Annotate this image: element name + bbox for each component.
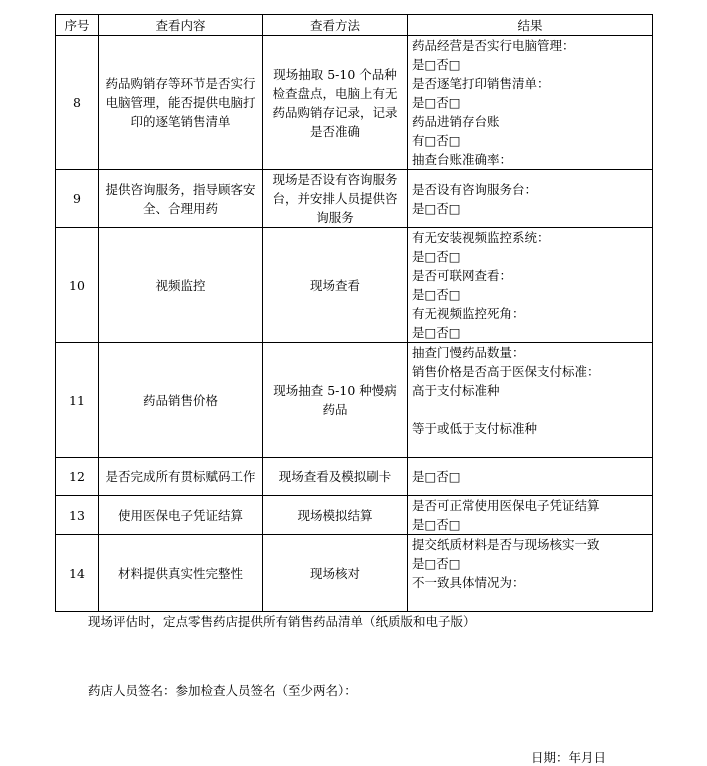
result-line: 是□否□ [412, 469, 461, 484]
check-content: 使用医保电子凭证结算 [99, 496, 263, 535]
check-method: 现场查看及模拟刷卡 [263, 458, 408, 496]
result-line: 提交纸质材料是否与现场核实一致 [412, 537, 600, 552]
result-line [412, 592, 648, 611]
check-content: 材料提供真实性完整性 [99, 535, 263, 612]
check-result [408, 170, 653, 228]
result-line: 是□否□ [412, 57, 461, 72]
row-number: 10 [56, 228, 99, 343]
result-line: 是□否□ [412, 556, 461, 571]
check-content: 是否完成所有贯标赋码工作 [99, 458, 263, 496]
header-no: 序号 [56, 15, 99, 36]
inspection-table [55, 14, 653, 612]
result-line: 是否可正常使用医保电子凭证结算 [412, 498, 600, 513]
result-line: 高于支付标准种 [412, 383, 500, 398]
check-result [408, 458, 653, 496]
table-header [56, 15, 653, 36]
table-row [56, 170, 653, 228]
result-line: 抽查门慢药品数量： [412, 345, 525, 360]
check-method: 现场是否设有咨询服务台，并安排人员提供咨询服务 [263, 170, 408, 228]
check-method: 现场抽取 5-10 个品种检查盘点，电脑上有无药品购销存记录，记录是否准确 [263, 36, 408, 170]
table-row [56, 535, 653, 612]
check-result [408, 36, 653, 170]
check-method: 现场核对 [263, 535, 408, 612]
check-content: 药品销售价格 [99, 343, 263, 458]
table-row [56, 343, 653, 458]
table-row [56, 458, 653, 496]
check-content: 提供咨询服务，指导顾客安全、合理用药 [99, 170, 263, 228]
table-row [56, 228, 653, 343]
check-method: 现场抽查 5-10 种慢病药品 [263, 343, 408, 458]
row-number: 8 [56, 36, 99, 170]
check-method: 现场模拟结算 [263, 496, 408, 535]
signature-line: 药店人员签名：参加检查人员签名（至少两名）： [88, 683, 357, 698]
result-line: 药品经营是否实行电脑管理： [412, 38, 575, 53]
result-line: 是否设有咨询服务台： [412, 181, 538, 197]
row-number: 9 [56, 170, 99, 228]
note-text: 现场评估时，定点零售药店提供所有销售药品清单（纸质版和电子版） [88, 614, 476, 629]
check-method: 现场查看 [263, 228, 408, 343]
check-result [408, 343, 653, 458]
result-line: 等于或低于支付标准种 [412, 421, 538, 436]
check-content: 药品购销存等环节是否实行电脑管理，能否提供电脑打印的逐笔销售清单 [99, 36, 263, 170]
result-line: 是□否□ [412, 95, 461, 110]
row-number: 14 [56, 535, 99, 612]
result-line: 销售价格是否高于医保支付标准： [412, 364, 600, 379]
header-method: 查看方法 [263, 15, 408, 36]
result-line: 是□否□ [412, 517, 461, 532]
result-line: 有□否□ [412, 133, 461, 148]
header-content: 查看内容 [99, 15, 263, 36]
row-number: 11 [56, 343, 99, 458]
result-line: 是否可联网查看： [412, 268, 513, 283]
date-line: 日期：年月日 [531, 750, 607, 765]
result-line: 是□否□ [412, 200, 461, 216]
check-result [408, 535, 653, 612]
row-number: 13 [56, 496, 99, 535]
result-line: 不一致具体情况为： [412, 575, 525, 590]
result-line: 是□否□ [412, 287, 461, 302]
table-row [56, 496, 653, 535]
result-line: 是□否□ [412, 249, 461, 264]
result-line [412, 400, 648, 419]
result-line: 有无安装视频监控系统： [412, 230, 550, 245]
result-line: 抽查台账准确率： [412, 152, 513, 167]
check-content: 视频监控 [99, 228, 263, 343]
result-line: 是□否□ [412, 325, 461, 340]
row-number: 12 [56, 458, 99, 496]
table-row [56, 36, 653, 170]
result-line [412, 438, 648, 457]
check-result [408, 228, 653, 343]
header-result: 结果 [408, 15, 653, 36]
check-result [408, 496, 653, 535]
result-line: 有无视频监控死角： [412, 306, 525, 321]
result-line: 药品进销存台账 [412, 114, 500, 129]
result-line: 是否逐笔打印销售清单： [412, 76, 550, 91]
